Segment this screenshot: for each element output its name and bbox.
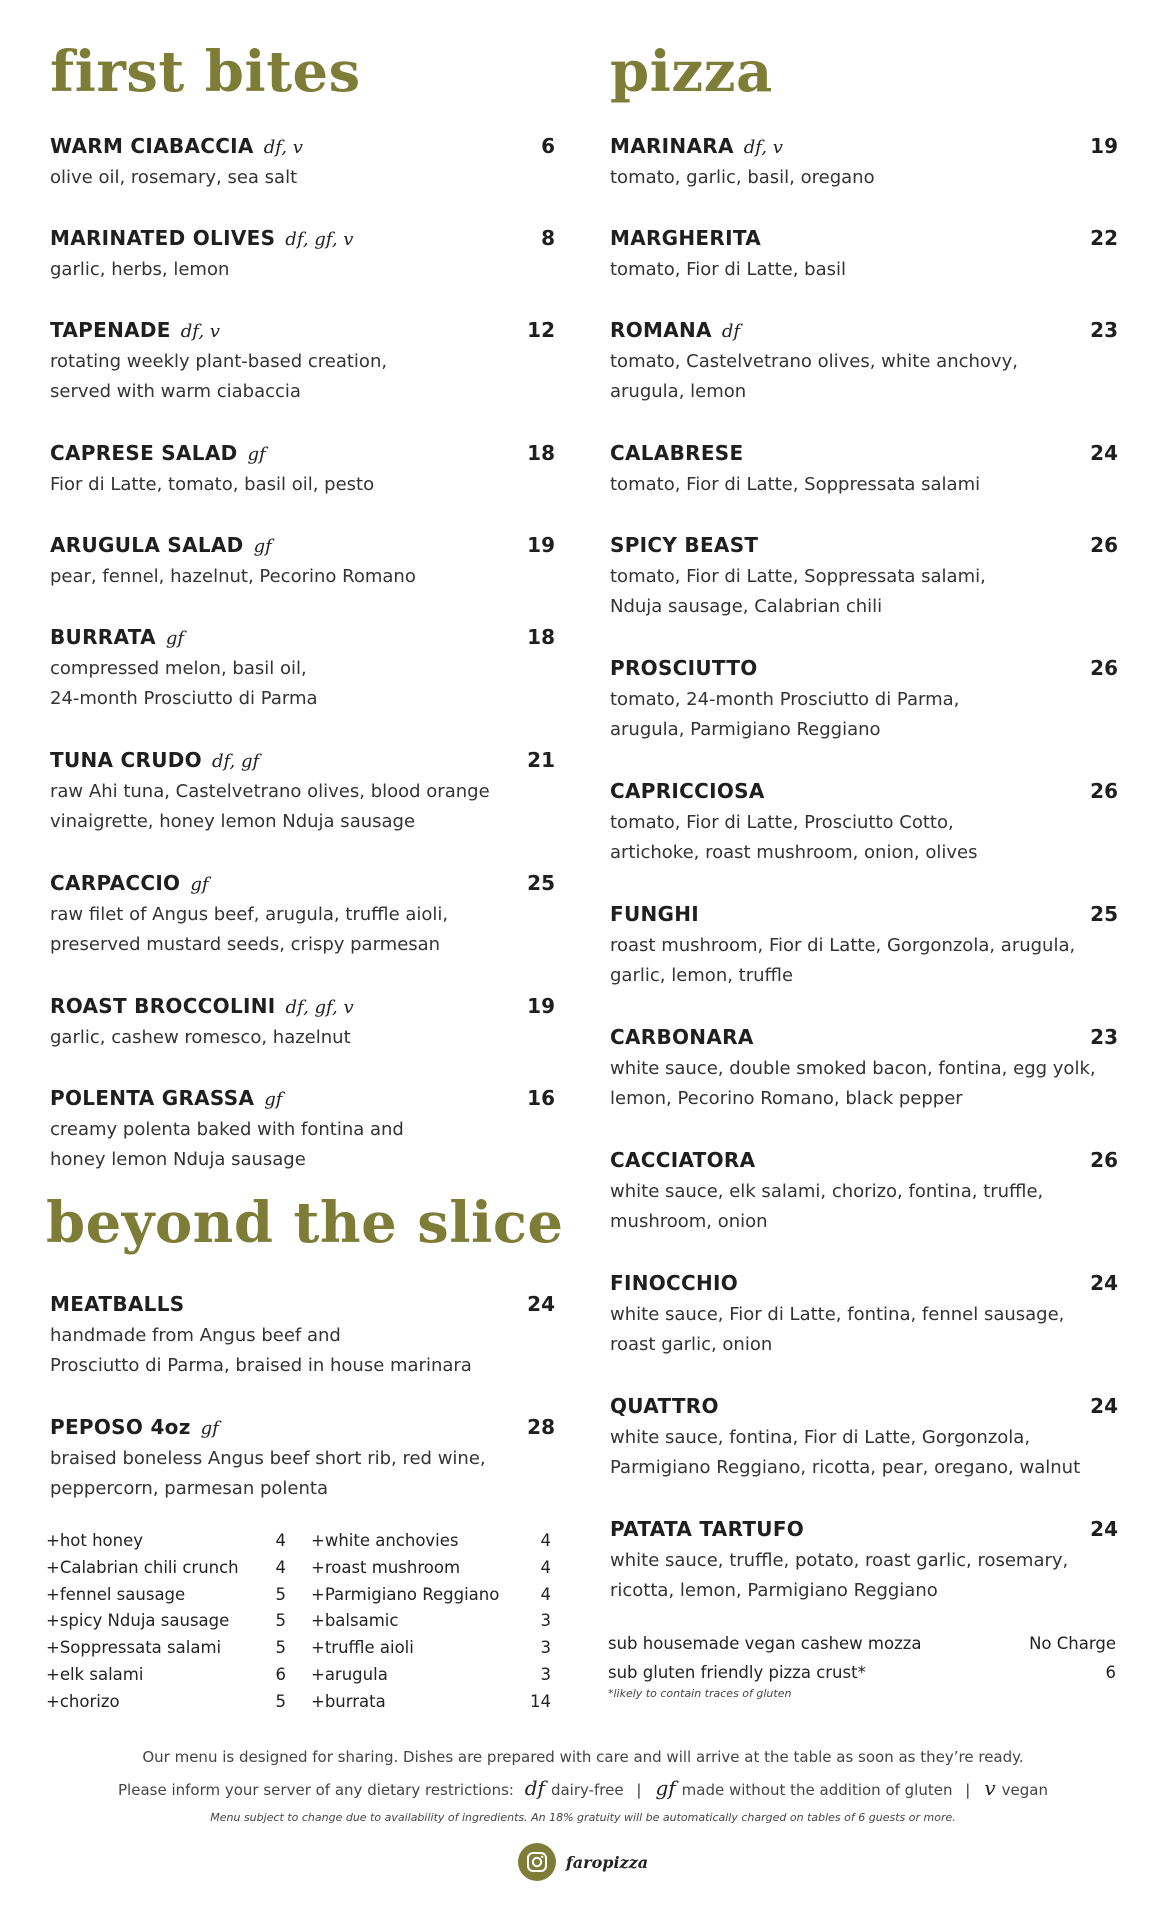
- menu-item-name: CAPRICCIOSA: [610, 779, 765, 803]
- menu-item-name: ARUGULA SALAD: [50, 533, 244, 557]
- menu-item: [50, 226, 555, 285]
- menu-item-description-line: tomato, Fior di Latte, Soppressata salami,: [610, 566, 986, 587]
- menu-item-description-line: lemon, Pecorino Romano, black pepper: [610, 1088, 963, 1109]
- addons-right-column: [311, 1528, 551, 1716]
- menu-item-description: [610, 931, 1118, 991]
- menu-item-name: QUATTRO: [610, 1394, 719, 1418]
- menu-item-description-line: tomato, Fior di Latte, Prosciutto Cotto,: [610, 812, 954, 833]
- menu-item-title: [50, 533, 272, 557]
- menu-item-diet: df, gf, v: [285, 229, 354, 250]
- menu-item: [610, 318, 1118, 407]
- menu-item-price: 16: [527, 1086, 555, 1110]
- menu-item-description-line: tomato, garlic, basil, oregano: [610, 167, 875, 188]
- menu-item-description-line: braised boneless Angus beef short rib, red wine,: [50, 1448, 486, 1469]
- addon-price: 3: [540, 1611, 551, 1631]
- beyond-the-slice-title: beyond the slice: [46, 1190, 564, 1256]
- addon-price: 3: [540, 1638, 551, 1658]
- menu-item-header: [610, 318, 1118, 344]
- addon-name: +Calabrian chili crunch: [46, 1557, 239, 1577]
- menu-item-description-line: tomato, Castelvetrano olives, white anchovy,: [610, 351, 1018, 372]
- menu-item-diet: gf: [190, 874, 209, 895]
- menu-item-diet: gf: [200, 1418, 219, 1439]
- menu-item-name: PEPOSO 4oz: [50, 1415, 191, 1439]
- addon-name: +white anchovies: [311, 1531, 459, 1550]
- menu-item-title: [610, 1148, 755, 1172]
- menu-item-price: 8: [541, 226, 555, 250]
- menu-item-name: CARPACCIO: [50, 871, 181, 895]
- menu-item-title: [610, 656, 758, 680]
- addon-name: +roast mushroom: [311, 1557, 461, 1577]
- menu-item-price: 19: [1090, 134, 1118, 158]
- addon-price: 4: [540, 1584, 551, 1604]
- menu-item: [50, 871, 555, 960]
- menu-item-price: 23: [1090, 1025, 1118, 1049]
- menu-item-price: 19: [527, 533, 555, 557]
- menu-item-title: [610, 134, 783, 158]
- menu-item-header: [50, 871, 555, 897]
- menu-item-diet: df, gf: [211, 751, 260, 772]
- menu-item: [50, 134, 555, 193]
- sub-row: [608, 1629, 1116, 1658]
- addon-row: [311, 1662, 551, 1689]
- menu-item-description: [50, 777, 555, 837]
- menu-item: [50, 994, 555, 1053]
- menu-item-description-line: tomato, 24-month Prosciutto di Parma,: [610, 689, 960, 710]
- menu-item-description-line: raw Ahi tuna, Castelvetrano olives, blood orange: [50, 781, 490, 802]
- addon-price: 4: [540, 1531, 551, 1550]
- menu-item: [610, 656, 1118, 745]
- addon-row: [46, 1528, 286, 1555]
- menu-item-header: [50, 318, 555, 344]
- menu-item-description: [610, 808, 1118, 868]
- menu-item-description: [610, 1546, 1118, 1606]
- menu-item-header: [50, 134, 555, 160]
- menu-item-description-line: tomato, Fior di Latte, Soppressata salami: [610, 474, 981, 495]
- menu-item: [610, 1148, 1118, 1237]
- menu-item-price: 22: [1090, 226, 1118, 250]
- pizza-title: pizza: [610, 39, 773, 105]
- footer-disclaimer: Menu subject to change due to availability of ingredients. An 18% gratuity will be automatically charged on tables of 6 guests or more.: [210, 1811, 956, 1824]
- menu-item-title: [610, 1271, 738, 1295]
- addon-row: [46, 1608, 286, 1635]
- menu-item-description: [610, 1300, 1118, 1360]
- menu-item-name: CAPRESE SALAD: [50, 441, 238, 465]
- menu-item-description-line: compressed melon, basil oil,: [50, 658, 307, 679]
- first-bites-title: first bites: [50, 39, 361, 105]
- menu-item-description-line: white sauce, fontina, Fior di Latte, Gorgonzola,: [610, 1427, 1031, 1448]
- menu-item-description: [50, 900, 555, 960]
- addon-row: [311, 1582, 551, 1609]
- menu-item-title: [50, 1086, 282, 1110]
- addons-left-column: [46, 1528, 286, 1716]
- instagram-handle[interactable]: faropizza: [565, 1852, 649, 1872]
- menu-item-description-line: peppercorn, parmesan polenta: [50, 1478, 328, 1499]
- menu-item-title: [610, 1517, 804, 1541]
- menu-item: [610, 779, 1118, 868]
- menu-item: [610, 134, 1118, 193]
- menu-item-description-line: served with warm ciabaccia: [50, 381, 301, 402]
- menu-item-price: 12: [527, 318, 555, 342]
- menu-item-title: [610, 441, 743, 465]
- addon-name: +balsamic: [311, 1611, 399, 1631]
- menu-item-description-line: white sauce, elk salami, chorizo, fontina, truffle,: [610, 1181, 1044, 1202]
- addon-price: 5: [275, 1584, 286, 1604]
- menu-item-price: 26: [1090, 1148, 1118, 1172]
- menu-item-diet: gf: [247, 444, 266, 465]
- addon-price: 5: [275, 1611, 286, 1631]
- menu-item-header: [50, 226, 555, 252]
- menu-item-description-line: mushroom, onion: [610, 1211, 768, 1232]
- menu-item-description: [50, 1321, 555, 1381]
- menu-item: [50, 441, 555, 500]
- addon-row: [46, 1689, 286, 1716]
- menu-item-description: [610, 1054, 1118, 1114]
- menu-item-header: [610, 1148, 1118, 1174]
- menu-item-description-line: arugula, lemon: [610, 381, 747, 402]
- menu-item-title: [50, 441, 266, 465]
- addon-price: 4: [275, 1531, 286, 1550]
- menu-item-price: 26: [1090, 779, 1118, 803]
- menu-item-title: [610, 226, 761, 250]
- menu-item-description-line: white sauce, double smoked bacon, fontina, egg yolk,: [610, 1058, 1096, 1079]
- menu-item-header: [610, 226, 1118, 252]
- addon-name: +elk salami: [46, 1664, 144, 1684]
- addon-name: +chorizo: [46, 1691, 120, 1711]
- menu-item-header: [50, 1292, 555, 1318]
- menu-item-title: [50, 134, 303, 158]
- legend-prefix: Please inform your server of any dietary restrictions:: [118, 1781, 514, 1799]
- menu-item-description: [50, 1115, 555, 1175]
- addon-row: [311, 1608, 551, 1635]
- menu-item-header: [50, 748, 555, 774]
- menu-item-title: [610, 1025, 754, 1049]
- menu-item-description-line: handmade from Angus beef and: [50, 1325, 341, 1346]
- menu-item-description-line: vinaigrette, honey lemon Nduja sausage: [50, 811, 416, 832]
- menu-item-header: [50, 441, 555, 467]
- menu-item-description-line: pear, fennel, hazelnut, Pecorino Romano: [50, 566, 416, 587]
- menu-item-diet: df, v: [180, 321, 220, 342]
- menu-item-header: [610, 902, 1118, 928]
- menu-item: [610, 226, 1118, 285]
- addon-row: [46, 1582, 286, 1609]
- menu-item-title: [610, 779, 765, 803]
- menu-item-description: [610, 163, 1118, 193]
- legend-label-df: dairy-free: [550, 1781, 624, 1799]
- addon-row: [311, 1528, 551, 1555]
- addon-price: 3: [540, 1664, 551, 1684]
- menu-item-name: MEATBALLS: [50, 1292, 185, 1316]
- menu-item-header: [610, 656, 1118, 682]
- menu-item: [50, 533, 555, 592]
- menu-item-name: FUNGHI: [610, 902, 700, 926]
- menu-item-header: [610, 779, 1118, 805]
- menu-item-description-line: Nduja sausage, Calabrian chili: [610, 596, 883, 617]
- menu-item-name: CALABRESE: [610, 441, 744, 465]
- menu-item-name: MARINATED OLIVES: [50, 226, 276, 250]
- menu-item-name: POLENTA GRASSA: [50, 1086, 255, 1110]
- menu-item: [50, 1086, 555, 1175]
- menu-item-description: [610, 347, 1118, 407]
- menu-item-description-line: white sauce, Fior di Latte, fontina, fennel sausage,: [610, 1304, 1065, 1325]
- legend-key-v: v: [984, 1776, 996, 1800]
- menu-item-description-line: garlic, cashew romesco, hazelnut: [50, 1027, 351, 1048]
- menu-item-description-line: creamy polenta baked with fontina and: [50, 1119, 404, 1140]
- menu-item-header: [50, 1415, 555, 1441]
- menu-item-description-line: arugula, Parmigiano Reggiano: [610, 719, 881, 740]
- pizza-subs: [608, 1629, 1116, 1700]
- addon-name: +Parmigiano Reggiano: [311, 1584, 500, 1604]
- addon-row: [311, 1635, 551, 1662]
- social-link[interactable]: [0, 1843, 1166, 1881]
- menu-item: [610, 902, 1118, 991]
- menu-item-price: 26: [1090, 533, 1118, 557]
- menu-item-description-line: olive oil, rosemary, sea salt: [50, 167, 298, 188]
- menu-item-description-line: artichoke, roast mushroom, onion, olives: [610, 842, 978, 863]
- menu-item-price: 18: [527, 625, 555, 649]
- menu-item-price: 19: [527, 994, 555, 1018]
- menu-item-diet: gf: [253, 536, 272, 557]
- menu-item-description: [610, 1177, 1118, 1237]
- menu-item-diet: gf: [264, 1089, 283, 1110]
- menu-item-name: SPICY BEAST: [610, 533, 759, 557]
- addon-price: 14: [530, 1691, 551, 1711]
- menu-item-description-line: garlic, lemon, truffle: [610, 965, 794, 986]
- menu-item-price: 26: [1090, 656, 1118, 680]
- sub-note: *likely to contain traces of gluten: [608, 1687, 792, 1700]
- menu-item-description-line: raw filet of Angus beef, arugula, truffle aioli,: [50, 904, 449, 925]
- legend-separator: |: [965, 1781, 971, 1799]
- menu-item-title: [50, 1415, 219, 1439]
- addon-name: +truffle aioli: [311, 1638, 414, 1658]
- menu-item-description-line: Parmigiano Reggiano, ricotta, pear, oregano, walnut: [610, 1457, 1081, 1478]
- menu-item-description: [50, 562, 555, 592]
- addon-name: +spicy Nduja sausage: [46, 1611, 230, 1631]
- menu-item-header: [610, 441, 1118, 467]
- menu-item-description: [610, 470, 1118, 500]
- menu-item-header: [610, 1025, 1118, 1051]
- menu-item-price: 24: [1090, 441, 1118, 465]
- menu-item-title: [610, 1394, 719, 1418]
- menu-item-name: PATATA TARTUFO: [610, 1517, 805, 1541]
- menu-item-diet: df, v: [743, 137, 783, 158]
- legend-key-df: df: [524, 1776, 545, 1800]
- menu-item-title: [50, 1292, 184, 1316]
- menu-item-name: MARINARA: [610, 134, 734, 158]
- menu-item-name: TAPENADE: [50, 318, 171, 342]
- menu-item-diet: df: [721, 321, 740, 342]
- addon-name: +Soppressata salami: [46, 1638, 222, 1658]
- menu-item: [610, 1517, 1118, 1606]
- menu-item-title: [610, 902, 699, 926]
- footer-sharing-note: Our menu is designed for sharing. Dishes are prepared with care and will arrive at the table as soon as they’re ready.: [142, 1748, 1024, 1766]
- menu-item-description-line: white sauce, truffle, potato, roast garlic, rosemary,: [610, 1550, 1069, 1571]
- menu-item-header: [610, 533, 1118, 559]
- menu-item-price: 21: [527, 748, 555, 772]
- menu-item-diet: gf: [165, 628, 185, 649]
- menu-item: [610, 441, 1118, 500]
- footer-dietary-legend: [0, 1776, 1166, 1800]
- menu-item-name: WARM CIABACCIA: [50, 134, 254, 158]
- menu-item-description: [610, 685, 1118, 745]
- menu-item: [50, 1415, 555, 1504]
- menu-item-title: [50, 748, 259, 772]
- menu-item-description-line: tomato, Fior di Latte, basil: [610, 259, 847, 280]
- sub-name: sub housemade vegan cashew mozza: [608, 1634, 922, 1653]
- menu-item-header: [610, 1271, 1118, 1297]
- menu-item-title: [50, 318, 220, 342]
- menu-item-name: TUNA CRUDO: [50, 748, 202, 772]
- addons: [46, 1528, 551, 1716]
- menu-item-name: PROSCIUTTO: [610, 656, 758, 680]
- menu-item-description: [610, 562, 1118, 622]
- addon-price: 4: [540, 1557, 551, 1577]
- menu-item-diet: df, gf, v: [285, 997, 354, 1018]
- menu-item-description-line: preserved mustard seeds, crispy parmesan: [50, 934, 441, 955]
- menu-item-price: 28: [527, 1415, 555, 1439]
- menu-item-header: [50, 533, 555, 559]
- menu-item-description: [50, 1023, 555, 1053]
- menu-item-description-line: roast mushroom, Fior di Latte, Gorgonzola, arugula,: [610, 935, 1076, 956]
- menu-item-price: 24: [1090, 1271, 1118, 1295]
- menu-item-description-line: honey lemon Nduja sausage: [50, 1149, 306, 1170]
- menu-item-title: [50, 625, 184, 649]
- menu-item-title: [50, 994, 354, 1018]
- menu-item-description: [50, 470, 555, 500]
- menu-item-title: [610, 318, 740, 342]
- menu-item-name: ROMANA: [610, 318, 712, 342]
- menu-item-description-line: garlic, herbs, lemon: [50, 259, 230, 280]
- sub-price: No Charge: [1029, 1634, 1116, 1653]
- menu-item-description-line: roast garlic, onion: [610, 1334, 773, 1355]
- menu-item-description-line: Prosciutto di Parma, braised in house marinara: [50, 1355, 472, 1376]
- menu-item-header: [50, 994, 555, 1020]
- menu-item: [610, 1025, 1118, 1114]
- menu-item-description: [610, 255, 1118, 285]
- menu-item-price: 24: [1090, 1517, 1118, 1541]
- menu-item-description: [50, 163, 555, 193]
- menu-item-description-line: ricotta, lemon, Parmigiano Reggiano: [610, 1580, 938, 1601]
- menu-item-description: [50, 1444, 555, 1504]
- legend-separator: |: [636, 1781, 642, 1799]
- addon-name: +burrata: [311, 1691, 386, 1711]
- menu-item-price: 24: [1090, 1394, 1118, 1418]
- menu-item: [50, 1292, 555, 1381]
- menu-item: [610, 533, 1118, 622]
- addon-row: [311, 1555, 551, 1582]
- menu-item: [50, 318, 555, 407]
- menu-item-name: MARGHERITA: [610, 226, 762, 250]
- menu-item-diet: df, v: [263, 137, 303, 158]
- addon-price: 6: [275, 1664, 286, 1684]
- instagram-icon[interactable]: [518, 1843, 556, 1881]
- menu-item: [610, 1394, 1118, 1483]
- addon-row: [46, 1555, 286, 1582]
- addon-price: 4: [275, 1557, 286, 1577]
- menu-item-price: 23: [1090, 318, 1118, 342]
- sub-price: 6: [1105, 1663, 1116, 1682]
- addon-name: +hot honey: [46, 1531, 144, 1550]
- addon-row: [311, 1689, 551, 1716]
- menu-item-name: ROAST BROCCOLINI: [50, 994, 276, 1018]
- legend-label-v: vegan: [1001, 1781, 1048, 1799]
- menu-item-description: [50, 255, 555, 285]
- legend-key-gf: gf: [655, 1776, 676, 1800]
- menu-item-description-line: Fior di Latte, tomato, basil oil, pesto: [50, 474, 375, 495]
- menu-item: [50, 625, 555, 714]
- menu-item-header: [50, 1086, 555, 1112]
- menu-item: [610, 1271, 1118, 1360]
- menu-item-price: 6: [541, 134, 555, 158]
- menu-item-name: BURRATA: [50, 625, 156, 649]
- addon-price: 5: [275, 1691, 286, 1711]
- menu-item-header: [50, 625, 555, 651]
- menu-item-header: [610, 1517, 1118, 1543]
- addon-price: 5: [275, 1638, 286, 1658]
- menu-item-price: 24: [527, 1292, 555, 1316]
- menu-item-title: [50, 226, 353, 250]
- menu-item-name: CACCIATORA: [610, 1148, 756, 1172]
- menu-item-description: [50, 347, 555, 407]
- menu-item-description: [50, 654, 555, 714]
- menu-item-price: 25: [527, 871, 555, 895]
- menu-item-price: 25: [1090, 902, 1118, 926]
- menu-item-title: [610, 533, 758, 557]
- menu-item-header: [610, 1394, 1118, 1420]
- menu-item-name: CARBONARA: [610, 1025, 754, 1049]
- menu-item-header: [610, 134, 1118, 160]
- menu-item-description: [610, 1423, 1118, 1483]
- sub-name: sub gluten friendly pizza crust*: [608, 1663, 866, 1682]
- menu-item-price: 18: [527, 441, 555, 465]
- addon-row: [46, 1662, 286, 1689]
- sub-row: [608, 1658, 1116, 1687]
- menu-item-description-line: 24-month Prosciutto di Parma: [50, 688, 318, 709]
- addon-name: +fennel sausage: [46, 1584, 186, 1604]
- menu-item: [50, 748, 555, 837]
- addon-row: [46, 1635, 286, 1662]
- menu-item-name: FINOCCHIO: [610, 1271, 739, 1295]
- addon-name: +arugula: [311, 1664, 388, 1684]
- menu-item-description-line: rotating weekly plant-based creation,: [50, 351, 388, 372]
- menu-item-title: [50, 871, 209, 895]
- legend-label-gf: made without the addition of gluten: [681, 1781, 953, 1799]
